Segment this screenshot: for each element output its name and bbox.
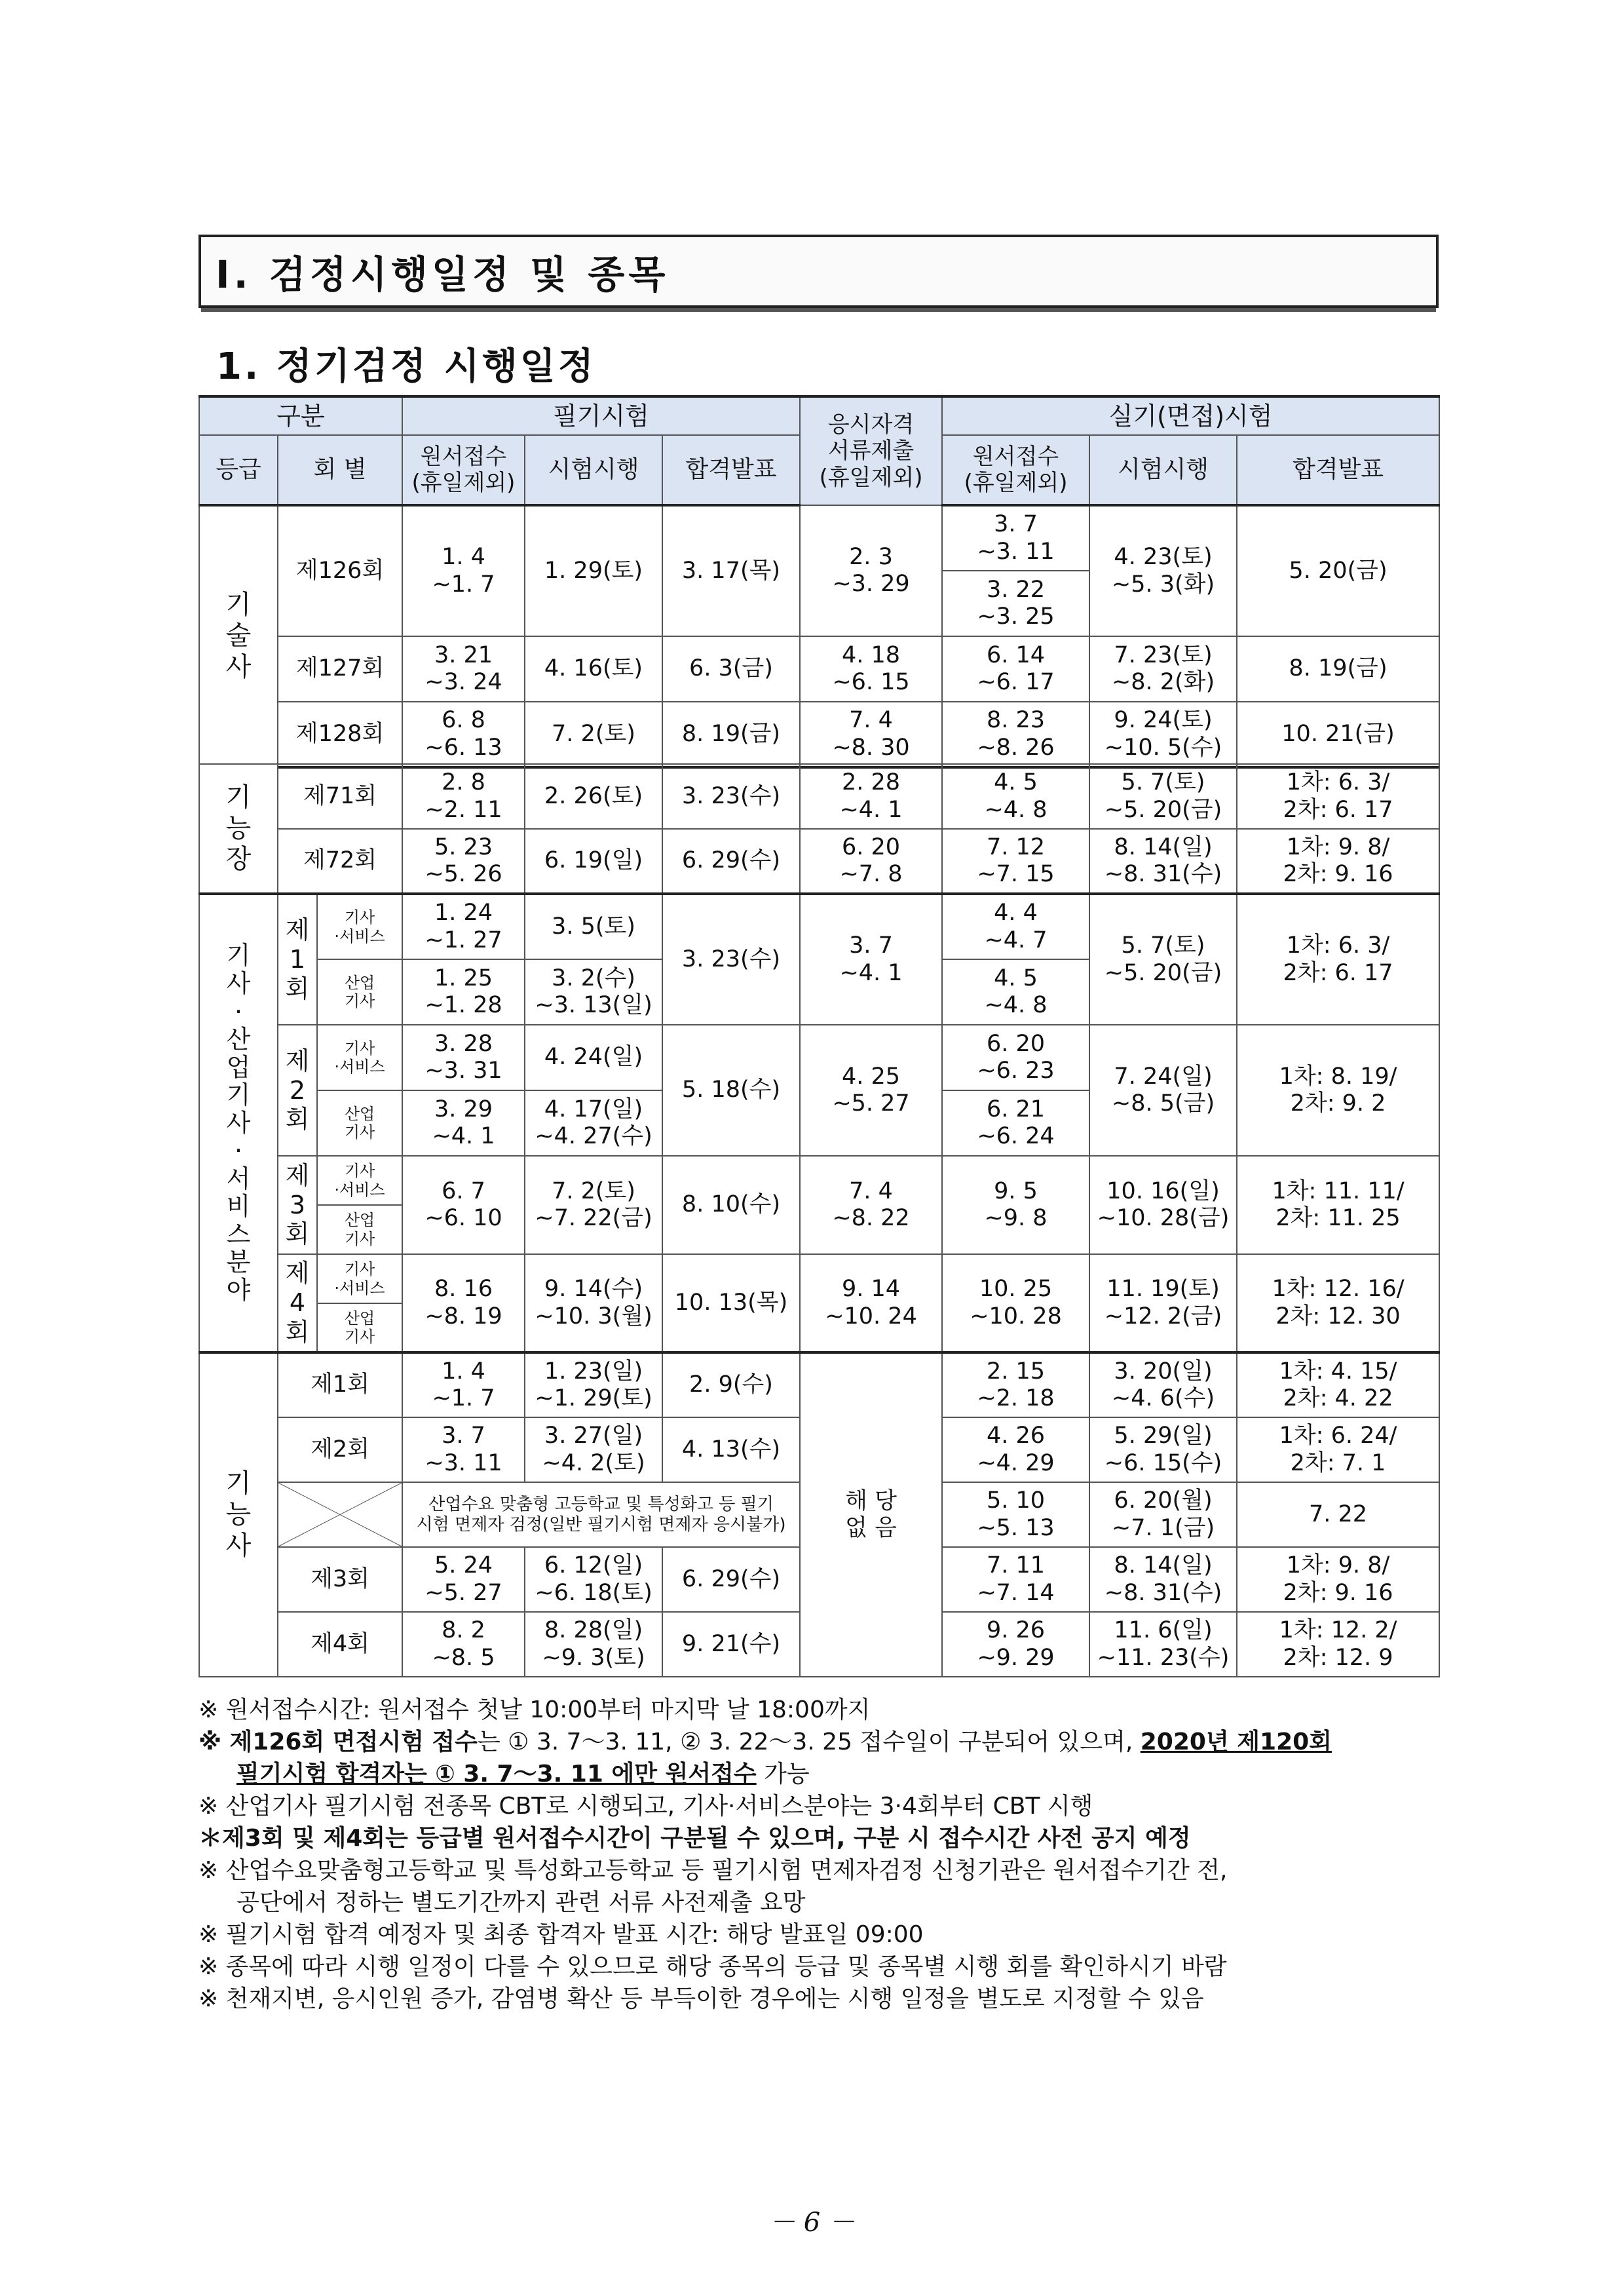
note-line: ※ 필기시험 합격 예정자 및 최종 합격자 발표 시간: 해당 발표일 09:00 <box>198 1921 924 1948</box>
table-row <box>199 894 1439 959</box>
cell: 4. 4 ~4. 7 <box>942 894 1089 959</box>
cell: 6. 12(일) ~6. 18(토) <box>525 1547 662 1612</box>
cell: 4. 5 ~4. 8 <box>942 959 1089 1025</box>
round-cell: 제127회 <box>278 636 402 702</box>
header-written: 필기시험 <box>402 396 800 435</box>
header-p-result: 합격발표 <box>1237 435 1439 505</box>
note-line: ※ 산업수요맞춤형고등학교 및 특성화고등학교 등 필기시험 면제자검정 신청기관은 원서접수기간 전, <box>198 1857 1228 1884</box>
cell: 1차: 8. 19/ 2차: 9. 2 <box>1237 1025 1439 1156</box>
round-cell: 제 1 회 <box>278 894 317 1025</box>
cell: 5. 23 ~5. 26 <box>402 829 525 894</box>
cell: 3. 20(일) ~4. 6(수) <box>1089 1352 1237 1417</box>
cell: 6. 21 ~6. 24 <box>942 1090 1089 1156</box>
cell: 10. 21(금) <box>1237 702 1439 767</box>
cell: 해 당 없 음 <box>800 1352 942 1677</box>
cell: 4. 23(토) ~5. 3(화) <box>1089 505 1237 636</box>
header-gubun: 구분 <box>199 396 402 435</box>
group-gineungsa: 기 능 사 <box>199 1352 278 1677</box>
cell: 1차: 6. 3/ 2차: 6. 17 <box>1237 764 1439 829</box>
cell: 7. 12 ~7. 15 <box>942 829 1089 894</box>
crossed-out-cell <box>278 1482 402 1547</box>
cell: 11. 6(일) ~11. 23(수) <box>1089 1612 1237 1677</box>
cell: 9. 14(수) ~10. 3(월) <box>525 1254 662 1352</box>
exam-schedule-table <box>198 395 1440 769</box>
note-line: 공단에서 정하는 별도기간까지 관련 서류 사전제출 요망 <box>236 1889 806 1916</box>
round-cell: 제 3 회 <box>278 1156 317 1254</box>
table-row <box>199 1156 1439 1205</box>
cell: 9. 21(수) <box>662 1612 800 1677</box>
cell: 2. 28 ~4. 1 <box>800 764 942 829</box>
cell: 9. 24(토) ~10. 5(수) <box>1089 702 1237 767</box>
cell: 7. 22 <box>1237 1482 1439 1547</box>
table-row <box>199 1025 1439 1090</box>
cell: 5. 20(금) <box>1237 505 1439 636</box>
cell: 4. 24(일) <box>525 1025 662 1090</box>
header-round: 회 별 <box>278 435 402 505</box>
cell: 8. 28(일) ~9. 3(토) <box>525 1612 662 1677</box>
cell: 8. 19(금) <box>1237 636 1439 702</box>
cell: 5. 18(수) <box>662 1025 800 1156</box>
round-cell: 제 4 회 <box>278 1254 317 1352</box>
exemption-note-cell: 산업수요 맞춤형 고등학교 및 특성화고 등 필기 시험 면제자 검정(일반 필기시험 면제자 응시불가) <box>402 1482 800 1547</box>
header-p-exam: 시험시행 <box>1089 435 1237 505</box>
table-row <box>199 505 1439 571</box>
cell: 5. 24 ~5. 27 <box>402 1547 525 1612</box>
cell: 7. 4 ~8. 30 <box>800 702 942 767</box>
cell: 4. 13(수) <box>662 1417 800 1482</box>
cell: 8. 16 ~8. 19 <box>402 1254 525 1352</box>
cell: 3. 22 ~3. 25 <box>942 571 1089 636</box>
sub-grade-cell: 산업 기사 <box>317 1303 402 1352</box>
sub-grade-cell: 기사 ·서비스 <box>317 894 402 959</box>
cell: 8. 10(수) <box>662 1156 800 1254</box>
cell: 8. 2 ~8. 5 <box>402 1612 525 1677</box>
round-cell: 제2회 <box>278 1417 402 1482</box>
cell: 4. 25 ~5. 27 <box>800 1025 942 1156</box>
round-cell: 제4회 <box>278 1612 402 1677</box>
cell: 11. 19(토) ~12. 2(금) <box>1089 1254 1237 1352</box>
cell: 9. 5 ~9. 8 <box>942 1156 1089 1254</box>
cell: 4. 5 ~4. 8 <box>942 764 1089 829</box>
note-bold-underline: 2020년 제120회 <box>1140 1729 1332 1755</box>
group-gisulsa: 기 술 사 <box>199 505 278 767</box>
cell: 4. 26 ~4. 29 <box>942 1417 1089 1482</box>
cell: 9. 26 ~9. 29 <box>942 1612 1089 1677</box>
cell: 3. 7 ~3. 11 <box>402 1417 525 1482</box>
cell: 3. 17(목) <box>662 505 800 636</box>
notes-section <box>198 1694 1439 2015</box>
cell: 6. 3(금) <box>662 636 800 702</box>
cell: 7. 11 ~7. 14 <box>942 1547 1089 1612</box>
cell: 5. 10 ~5. 13 <box>942 1482 1089 1547</box>
cell: 8. 14(일) ~8. 31(수) <box>1089 829 1237 894</box>
note-bold: ※ 제126회 면접시험 접수 <box>198 1729 478 1755</box>
cell: 10. 25 ~10. 28 <box>942 1254 1089 1352</box>
cell: 6. 20(월) ~7. 1(금) <box>1089 1482 1237 1547</box>
table-row <box>199 636 1439 702</box>
cell: 1차: 4. 15/ 2차: 4. 22 <box>1237 1352 1439 1417</box>
header-w-result: 합격발표 <box>662 435 800 505</box>
cell: 4. 18 ~6. 15 <box>800 636 942 702</box>
cell: 1차: 12. 2/ 2차: 12. 9 <box>1237 1612 1439 1677</box>
cell: 7. 24(일) ~8. 5(금) <box>1089 1025 1237 1156</box>
cell: 3. 7 ~4. 1 <box>800 894 942 1025</box>
note-bold-underline: 필기시험 합격자는 ① 3. 7～3. 11 에만 원서접수 <box>236 1761 757 1788</box>
cell: 3. 27(일) ~4. 2(토) <box>525 1417 662 1482</box>
cell: 6. 29(수) <box>662 829 800 894</box>
sub-grade-cell: 기사 ·서비스 <box>317 1254 402 1303</box>
note-line <box>198 1726 1439 1758</box>
sub-grade-cell: 산업 기사 <box>317 1090 402 1156</box>
cell: 3. 23(수) <box>662 764 800 829</box>
cell: 8. 19(금) <box>662 702 800 767</box>
round-cell: 제1회 <box>278 1352 402 1417</box>
cell: 1. 4 ~1. 7 <box>402 1352 525 1417</box>
cell: 1. 4 ~1. 7 <box>402 505 525 636</box>
table-row <box>199 829 1439 894</box>
cell: 2. 9(수) <box>662 1352 800 1417</box>
cell: 7. 23(토) ~8. 2(화) <box>1089 636 1237 702</box>
sub-grade-cell: 기사 ·서비스 <box>317 1156 402 1205</box>
cell: 1차: 9. 8/ 2차: 9. 16 <box>1237 829 1439 894</box>
cell: 6. 7 ~6. 10 <box>402 1156 525 1254</box>
cell: 6. 19(일) <box>525 829 662 894</box>
cell: 6. 14 ~6. 17 <box>942 636 1089 702</box>
cell: 9. 14 ~10. 24 <box>800 1254 942 1352</box>
subsection-title: 1. 정기검정 시행일정 <box>216 345 596 388</box>
note-line <box>198 1758 1439 1790</box>
cell: 4. 17(일) ~4. 27(수) <box>525 1090 662 1156</box>
cell: 1차: 12. 16/ 2차: 12. 30 <box>1237 1254 1439 1352</box>
cell: 1차: 6. 3/ 2차: 6. 17 <box>1237 894 1439 1025</box>
cell: 1. 29(토) <box>525 505 662 636</box>
note-line: ※ 천재지변, 응시인원 증가, 감염병 확산 등 부득이한 경우에는 시행 일정을 별도로 지정할 수 있음 <box>198 1985 1204 2012</box>
table-header-row <box>199 396 1439 435</box>
cell: 1차: 9. 8/ 2차: 9. 16 <box>1237 1547 1439 1612</box>
header-w-exam: 시험시행 <box>525 435 662 505</box>
cross-mark-icon <box>278 1483 402 1546</box>
round-cell: 제128회 <box>278 702 402 767</box>
header-w-apply: 원서접수 (휴일제외) <box>402 435 525 505</box>
cell: 6. 20 ~6. 23 <box>942 1025 1089 1090</box>
cell: 6. 20 ~7. 8 <box>800 829 942 894</box>
note-line: ＊제3회 및 제4회는 등급별 원서접수시간이 구분될 수 있으며, 구분 시 접수시간 사전 공지 예정 <box>198 1825 1191 1852</box>
cell: 3. 2(수) ~3. 13(일) <box>525 959 662 1025</box>
header-qual: 응시자격 서류제출 (휴일제외) <box>800 396 942 505</box>
header-grade: 등급 <box>199 435 278 505</box>
note-line: ※ 산업기사 필기시험 전종목 CBT로 시행되고, 기사·서비스분야는 3·4회부터 CBT 시행 <box>198 1793 1093 1820</box>
cell: 5. 7(토) ~5. 20(금) <box>1089 764 1237 829</box>
group-gineungjang: 기 능 장 <box>199 764 278 894</box>
cell: 7. 2(토) ~7. 22(금) <box>525 1156 662 1254</box>
cell: 7. 4 ~8. 22 <box>800 1156 942 1254</box>
cell: 5. 29(일) ~6. 15(수) <box>1089 1417 1237 1482</box>
group-gisa: 기 사 · 산 업 기 사 · 서 비 스 분 야 <box>199 894 278 1352</box>
cell: 10. 16(일) ~10. 28(금) <box>1089 1156 1237 1254</box>
cell: 3. 29 ~4. 1 <box>402 1090 525 1156</box>
cell: 8. 23 ~8. 26 <box>942 702 1089 767</box>
exam-schedule-table-cont <box>198 763 1440 1677</box>
note-text: 가능 <box>756 1761 810 1788</box>
cell: 3. 28 ~3. 31 <box>402 1025 525 1090</box>
sub-grade-cell: 산업 기사 <box>317 959 402 1025</box>
cell: 4. 16(토) <box>525 636 662 702</box>
table-row <box>199 1254 1439 1303</box>
cell: 1차: 11. 11/ 2차: 11. 25 <box>1237 1156 1439 1254</box>
cell: 1. 25 ~1. 28 <box>402 959 525 1025</box>
cell: 3. 23(수) <box>662 894 800 1025</box>
cell: 6. 8 ~6. 13 <box>402 702 525 767</box>
round-cell: 제3회 <box>278 1547 402 1612</box>
cell: 2. 8 ~2. 11 <box>402 764 525 829</box>
cell: 2. 3 ~3. 29 <box>800 505 942 636</box>
page-number: － 6 － <box>769 2208 855 2238</box>
note-line: ※ 종목에 따라 시행 일정이 다를 수 있으므로 해당 종목의 등급 및 종목별 시행 회를 확인하시기 바람 <box>198 1953 1227 1980</box>
round-cell: 제126회 <box>278 505 402 636</box>
cell: 3. 5(토) <box>525 894 662 959</box>
cell: 1. 24 ~1. 27 <box>402 894 525 959</box>
cell: 7. 2(토) <box>525 702 662 767</box>
note-line: ※ 원서접수시간: 원서접수 첫날 10:00부터 마지막 날 18:00까지 <box>198 1696 871 1723</box>
sub-grade-cell: 산업 기사 <box>317 1205 402 1254</box>
sub-grade-cell: 기사 ·서비스 <box>317 1025 402 1090</box>
round-cell: 제 2 회 <box>278 1025 317 1156</box>
cell: 8. 14(일) ~8. 31(수) <box>1089 1547 1237 1612</box>
table-row <box>199 702 1439 767</box>
note-text: 는 ① 3. 7～3. 11, ② 3. 22～3. 25 접수일이 구분되어 있으며, <box>477 1729 1141 1755</box>
round-cell: 제71회 <box>278 764 402 829</box>
cell: 1. 23(일) ~1. 29(토) <box>525 1352 662 1417</box>
cell: 2. 15 ~2. 18 <box>942 1352 1089 1417</box>
cell: 6. 29(수) <box>662 1547 800 1612</box>
cell: 3. 7 ~3. 11 <box>942 505 1089 571</box>
cell: 10. 13(목) <box>662 1254 800 1352</box>
cell: 5. 7(토) ~5. 20(금) <box>1089 894 1237 1025</box>
table-row <box>199 1352 1439 1417</box>
header-p-apply: 원서접수 (휴일제외) <box>942 435 1089 505</box>
cell: 2. 26(토) <box>525 764 662 829</box>
header-practical: 실기(면접)시험 <box>942 396 1439 435</box>
cell: 3. 21 ~3. 24 <box>402 636 525 702</box>
section-title: Ⅰ. 검정시행일정 및 종목 <box>198 235 1439 308</box>
round-cell: 제72회 <box>278 829 402 894</box>
table-row <box>199 764 1439 829</box>
cell: 1차: 6. 24/ 2차: 7. 1 <box>1237 1417 1439 1482</box>
